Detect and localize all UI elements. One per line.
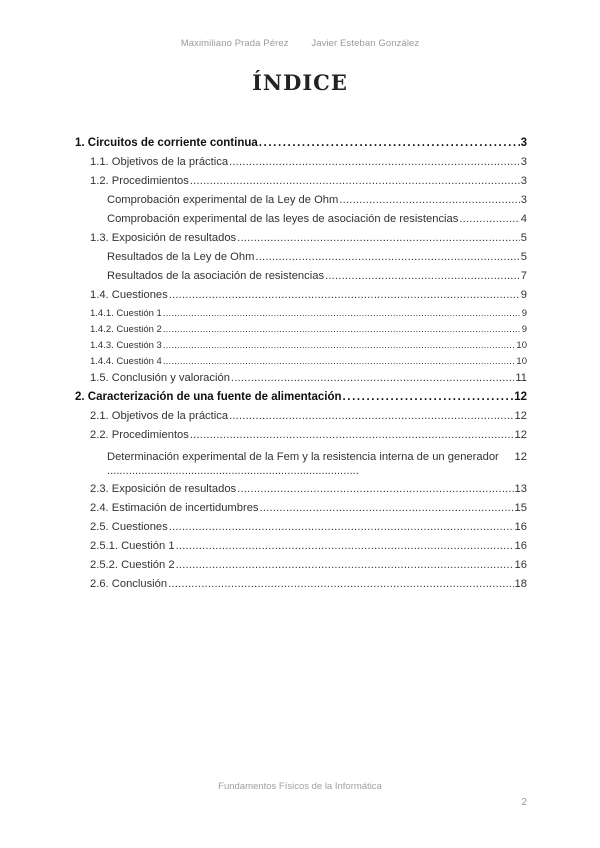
footer-text: Fundamentos Físicos de la Informática	[218, 781, 382, 792]
toc-entry-label: Resultados de la asociación de resistencias	[107, 270, 325, 282]
toc-entry-label: Comprobación experimental de las leyes de asociación de resistencias	[107, 213, 459, 225]
toc-entry[interactable]	[75, 269, 527, 288]
toc-entry-page: 5	[520, 232, 527, 244]
toc-entry-label: 2.2. Procedimientos	[90, 429, 189, 441]
toc-entry-label: 1.4.4. Cuestión 4	[90, 356, 162, 367]
toc-entry[interactable]	[75, 409, 527, 428]
toc-entry[interactable]	[75, 539, 527, 558]
toc-entry[interactable]	[75, 136, 527, 155]
toc-entry-page: 7	[520, 270, 527, 282]
toc-entry-label: 1.4.3. Cuestión 3	[90, 340, 162, 351]
toc-entry[interactable]	[75, 482, 527, 501]
toc-entry[interactable]	[75, 371, 527, 390]
toc-entry-label: 2.6. Conclusión	[90, 578, 168, 590]
page-title: ÍNDICE	[252, 70, 348, 95]
dot-leader	[169, 288, 520, 302]
dot-leader	[339, 193, 519, 207]
toc-entry[interactable]	[75, 577, 527, 596]
toc-entry-label: 2.5.1. Cuestión 1	[90, 540, 175, 552]
toc-entry-label: 1.2. Procedimientos	[90, 175, 189, 187]
dot-leader	[168, 577, 513, 591]
toc-entry[interactable]	[75, 307, 527, 323]
toc-entry-label: 2.4. Estimación de incertidumbres	[90, 502, 259, 514]
dot-leader	[459, 212, 519, 226]
toc-entry-label: 1.5. Conclusión y valoración	[90, 372, 230, 384]
dot-leader	[259, 136, 520, 150]
table-of-contents	[75, 136, 527, 596]
toc-entry-page: 13	[514, 483, 527, 495]
toc-entry[interactable]	[75, 155, 527, 174]
dot-leader	[231, 371, 514, 385]
page-number: 2	[521, 797, 527, 808]
toc-entry-label: 1.4.1. Cuestión 1	[90, 308, 162, 319]
toc-entry[interactable]	[75, 520, 527, 539]
toc-entry-label: Determinación experimental de la Fem y la resistencia interna de un generador .................................................................................	[107, 451, 499, 477]
toc-entry[interactable]	[75, 288, 527, 307]
toc-entry[interactable]	[75, 355, 527, 371]
toc-entry[interactable]	[75, 231, 527, 250]
toc-entry-page: 9	[521, 324, 527, 335]
dot-leader	[190, 428, 514, 442]
dot-leader	[163, 355, 516, 369]
toc-entry[interactable]	[75, 390, 527, 409]
toc-entry-page: 3	[520, 137, 527, 149]
toc-entry-label: 2.5. Cuestiones	[90, 521, 168, 533]
toc-entry-page: 10	[516, 340, 527, 351]
toc-entry-page: 9	[521, 308, 527, 319]
dot-leader	[260, 501, 514, 515]
author-name: Javier Esteban González	[311, 38, 420, 49]
toc-entry-label: 1.4. Cuestiones	[90, 289, 168, 301]
dot-leader	[176, 539, 514, 553]
toc-entry-page: 4	[520, 213, 527, 225]
dot-leader: .................................................................................	[107, 465, 359, 477]
toc-entry-page: 12	[514, 451, 527, 463]
toc-entry-label: Comprobación experimental de la Ley de Ohm	[107, 194, 339, 206]
dot-leader	[229, 409, 513, 423]
toc-entry[interactable]	[75, 428, 527, 447]
toc-entry-label: 1.1. Objetivos de la práctica	[90, 156, 229, 168]
toc-entry-page: 12	[514, 429, 527, 441]
dot-leader	[163, 323, 521, 337]
toc-entry-label: 1.3. Exposición de resultados	[90, 232, 237, 244]
dot-leader	[343, 390, 514, 404]
dot-leader	[255, 250, 519, 264]
toc-entry[interactable]	[75, 339, 527, 355]
toc-entry[interactable]	[75, 501, 527, 520]
toc-entry-label: 2.3. Exposición de resultados	[90, 483, 237, 495]
dot-leader	[163, 307, 521, 321]
toc-entry-page: 3	[520, 194, 527, 206]
toc-entry-page: 16	[514, 521, 527, 533]
dot-leader	[237, 482, 513, 496]
toc-entry-label: 2.1. Objetivos de la práctica	[90, 410, 229, 422]
toc-entry-label: Resultados de la Ley de Ohm	[107, 251, 255, 263]
toc-entry-page: 3	[520, 175, 527, 187]
toc-entry-page: 15	[514, 502, 527, 514]
toc-entry-page: 5	[520, 251, 527, 263]
toc-entry-page: 12	[514, 410, 527, 422]
page-header	[0, 38, 600, 49]
toc-entry-label: 2. Caracterización de una fuente de alimentación	[75, 391, 342, 403]
dot-leader	[229, 155, 520, 169]
toc-entry[interactable]	[75, 193, 527, 212]
toc-entry-label: 1. Circuitos de corriente continua	[75, 137, 258, 149]
toc-entry[interactable]	[75, 174, 527, 193]
toc-entry[interactable]	[75, 323, 527, 339]
toc-entry-page: 11	[515, 372, 527, 384]
toc-entry-page: 16	[514, 540, 527, 552]
toc-entry[interactable]	[75, 558, 527, 577]
author-name: Maximiliano Prada Pérez	[180, 38, 289, 49]
toc-entry[interactable]	[75, 250, 527, 269]
toc-entry-label: 1.4.2. Cuestión 2	[90, 324, 162, 335]
dot-leader	[190, 174, 520, 188]
toc-entry[interactable]	[75, 450, 527, 482]
toc-entry-page: 12	[514, 391, 527, 403]
dot-leader	[163, 339, 516, 353]
toc-entry-page: 16	[514, 559, 527, 571]
dot-leader	[169, 520, 514, 534]
dot-leader	[176, 558, 514, 572]
toc-entry-label: 2.5.2. Cuestión 2	[90, 559, 175, 571]
dot-leader	[325, 269, 520, 283]
toc-entry-page: 10	[516, 356, 527, 367]
toc-entry-page: 18	[514, 578, 527, 590]
dot-leader	[237, 231, 520, 245]
toc-entry-page: 9	[520, 289, 527, 301]
toc-entry[interactable]	[75, 212, 527, 231]
toc-entry-page: 3	[520, 156, 527, 168]
